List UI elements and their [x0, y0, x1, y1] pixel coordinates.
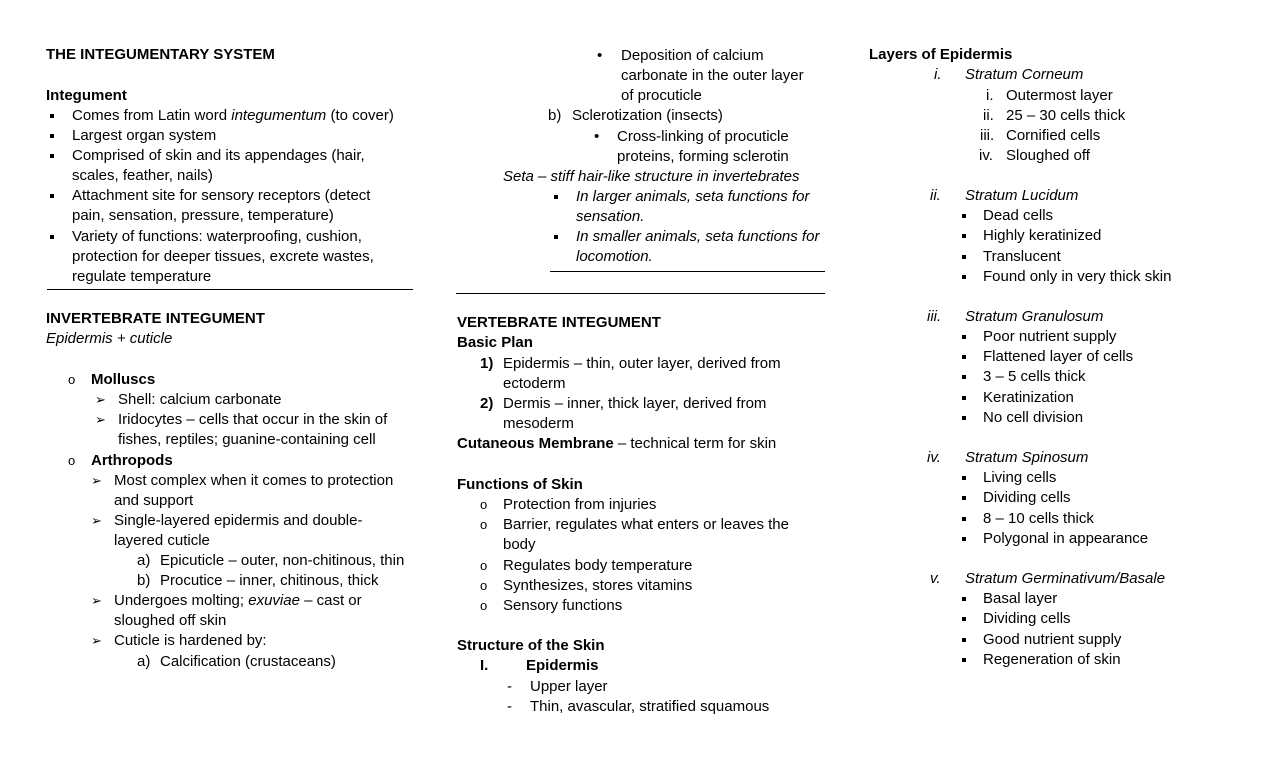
germinativum-item-4: Regeneration of skin: [983, 651, 1121, 668]
arrow-bullet-icon: ➢: [95, 392, 106, 407]
square-bullet-icon: [962, 537, 966, 541]
square-bullet-icon: [962, 617, 966, 621]
cutaneous-membrane-line: Cutaneous Membrane – technical term for skin: [457, 435, 777, 452]
function-item-1: Protection from injuries: [503, 496, 657, 513]
circle-bullet-icon: o: [480, 558, 488, 573]
square-bullet-icon: [962, 355, 966, 359]
corneum-item-3: Cornified cells: [1006, 127, 1101, 144]
layer-marker: ii.: [930, 187, 941, 204]
seta-item-1-cont: sensation.: [576, 208, 645, 225]
spinosum-item-3: 8 – 10 cells thick: [983, 510, 1094, 527]
structure-heading: Structure of the Skin: [457, 637, 605, 654]
granulosum-item-5: No cell division: [983, 409, 1084, 426]
square-bullet-icon: [962, 658, 966, 662]
sub-marker: b): [548, 107, 562, 124]
sclerotization-detail-2: proteins, forming sclerotin: [617, 148, 789, 165]
sclerotization-label: Sclerotization (insects): [572, 107, 723, 124]
sub-marker: a): [137, 552, 151, 569]
sclerotization-detail-1: Cross-linking of procuticle: [617, 128, 789, 145]
epidermis-item-1: Upper layer: [530, 678, 608, 695]
arrow-bullet-icon: ➢: [91, 633, 102, 648]
arthropods-item-2-cont: layered cuticle: [114, 532, 210, 549]
square-bullet-icon: [50, 134, 54, 138]
section-divider: [550, 271, 825, 272]
document-title: THE INTEGUMENTARY SYSTEM: [46, 46, 275, 63]
arrow-bullet-icon: ➢: [91, 473, 102, 488]
calcification-detail-3: of procuticle: [621, 87, 702, 104]
corneum-item-4: Sloughed off: [1006, 147, 1090, 164]
invertebrate-subtitle: Epidermis + cuticle: [46, 330, 173, 347]
arthropods-item-3: Undergoes molting; exuviae – cast or: [114, 592, 362, 609]
square-bullet-icon: [962, 396, 966, 400]
functions-heading: Functions of Skin: [457, 476, 583, 493]
structure-marker: I.: [480, 657, 489, 674]
calcification-item: Calcification (crustaceans): [160, 653, 336, 670]
circle-bullet-icon: o: [480, 598, 488, 613]
plan-marker: 1): [480, 355, 494, 372]
roman-marker: i.: [986, 87, 994, 104]
integument-item-5: Variety of functions: waterproofing, cushion,: [72, 228, 362, 245]
plan-item-1: Epidermis – thin, outer layer, derived from: [503, 355, 781, 372]
integument-item-4: Attachment site for sensory receptors (detect: [72, 187, 371, 204]
circle-bullet-icon: o: [480, 578, 488, 593]
integument-item-2: Largest organ system: [72, 127, 217, 144]
arthropods-item-3-cont: sloughed off skin: [114, 612, 227, 629]
seta-item-1: In larger animals, seta functions for: [576, 188, 810, 205]
plan-item-2-cont: mesoderm: [503, 415, 574, 432]
square-bullet-icon: [962, 255, 966, 259]
lucidum-item-3: Translucent: [983, 248, 1061, 265]
square-bullet-icon: [554, 235, 558, 239]
spinosum-item-4: Polygonal in appearance: [983, 530, 1149, 547]
square-bullet-icon: [50, 235, 54, 239]
calcification-detail-2: carbonate in the outer layer: [621, 67, 804, 84]
function-item-2-cont: body: [503, 536, 536, 553]
square-bullet-icon: [50, 154, 54, 158]
molluscs-label: Molluscs: [91, 371, 156, 388]
integument-item-4-cont: pain, sensation, pressure, temperature): [72, 207, 334, 224]
molluscs-item-1: Shell: calcium carbonate: [118, 391, 282, 408]
arthropods-item-1: Most complex when it comes to protection: [114, 472, 394, 489]
layer-name-corneum: Stratum Corneum: [965, 66, 1084, 83]
basic-plan-heading: Basic Plan: [457, 334, 533, 351]
integument-heading: Integument: [46, 87, 127, 104]
square-bullet-icon: [962, 517, 966, 521]
invertebrate-heading: INVERTEBRATE INTEGUMENT: [46, 310, 265, 327]
epidermis-item-2: Thin, avascular, stratified squamous: [530, 698, 770, 715]
lucidum-item-2: Highly keratinized: [983, 227, 1102, 244]
dash-bullet-icon: -: [507, 698, 512, 715]
sub-marker: a): [137, 653, 151, 670]
square-bullet-icon: [554, 195, 558, 199]
plan-marker: 2): [480, 395, 494, 412]
dot-bullet-icon: •: [597, 47, 603, 64]
layer-marker: v.: [930, 570, 941, 587]
square-bullet-icon: [962, 275, 966, 279]
spinosum-item-1: Living cells: [983, 469, 1057, 486]
square-bullet-icon: [962, 638, 966, 642]
molluscs-item-2: Iridocytes – cells that occur in the skin of: [118, 411, 388, 428]
granulosum-item-1: Poor nutrient supply: [983, 328, 1117, 345]
roman-marker: ii.: [983, 107, 994, 124]
function-item-4: Synthesizes, stores vitamins: [503, 577, 693, 594]
granulosum-item-4: Keratinization: [983, 389, 1074, 406]
arthropods-item-4: Cuticle is hardened by:: [114, 632, 267, 649]
function-item-2: Barrier, regulates what enters or leaves the: [503, 516, 789, 533]
function-item-3: Regulates body temperature: [503, 557, 693, 574]
section-divider: [456, 293, 825, 294]
germinativum-item-2: Dividing cells: [983, 610, 1071, 627]
dot-bullet-icon: •: [594, 128, 600, 145]
square-bullet-icon: [962, 496, 966, 500]
circle-bullet-icon: o: [68, 372, 76, 387]
calcification-detail-1: Deposition of calcium: [621, 47, 764, 64]
layers-heading: Layers of Epidermis: [869, 46, 1013, 63]
roman-marker: iii.: [980, 127, 995, 144]
granulosum-item-3: 3 – 5 cells thick: [983, 368, 1086, 385]
arrow-bullet-icon: ➢: [91, 593, 102, 608]
square-bullet-icon: [962, 214, 966, 218]
square-bullet-icon: [962, 234, 966, 238]
seta-item-2: In smaller animals, seta functions for: [576, 228, 820, 245]
circle-bullet-icon: o: [480, 497, 488, 512]
function-item-5: Sensory functions: [503, 597, 623, 614]
circle-bullet-icon: o: [480, 517, 488, 532]
square-bullet-icon: [962, 476, 966, 480]
layer-name-germinativum: Stratum Germinativum/Basale: [965, 570, 1166, 587]
plan-item-2: Dermis – inner, thick layer, derived from: [503, 395, 767, 412]
layer-marker: iii.: [927, 308, 942, 325]
procuticle-item: Procutice – inner, chitinous, thick: [160, 572, 379, 589]
structure-epidermis-label: Epidermis: [526, 657, 599, 674]
layer-name-spinosum: Stratum Spinosum: [965, 449, 1089, 466]
corneum-item-2: 25 – 30 cells thick: [1006, 107, 1126, 124]
layer-marker: i.: [934, 66, 942, 83]
arthropods-label: Arthropods: [91, 452, 173, 469]
dash-bullet-icon: -: [507, 678, 512, 695]
germinativum-item-3: Good nutrient supply: [983, 631, 1122, 648]
square-bullet-icon: [962, 597, 966, 601]
square-bullet-icon: [962, 375, 966, 379]
integument-item-1: Comes from Latin word integumentum (to cover): [72, 107, 394, 124]
plan-item-1-cont: ectoderm: [503, 375, 566, 392]
vertebrate-heading: VERTEBRATE INTEGUMENT: [457, 314, 661, 331]
arrow-bullet-icon: ➢: [95, 412, 106, 427]
epicuticle-item: Epicuticle – outer, non-chitinous, thin: [160, 552, 405, 569]
integument-item-5-cont2: regulate temperature: [72, 268, 212, 285]
layer-marker: iv.: [927, 449, 941, 466]
layer-name-lucidum: Stratum Lucidum: [965, 187, 1079, 204]
square-bullet-icon: [962, 335, 966, 339]
integument-item-3: Comprised of skin and its appendages (hair,: [72, 147, 365, 164]
germinativum-item-1: Basal layer: [983, 590, 1058, 607]
square-bullet-icon: [50, 114, 54, 118]
arthropods-item-2: Single-layered epidermis and double-: [114, 512, 363, 529]
spinosum-item-2: Dividing cells: [983, 489, 1071, 506]
arrow-bullet-icon: ➢: [91, 513, 102, 528]
molluscs-item-2-cont: fishes, reptiles; guanine-containing cell: [118, 431, 376, 448]
seta-item-2-cont: locomotion.: [576, 248, 653, 265]
lucidum-item-1: Dead cells: [983, 207, 1054, 224]
granulosum-item-2: Flattened layer of cells: [983, 348, 1134, 365]
integument-item-5-cont: protection for deeper tissues, excrete wastes,: [72, 248, 374, 265]
lucidum-item-4: Found only in very thick skin: [983, 268, 1172, 285]
layer-name-granulosum: Stratum Granulosum: [965, 308, 1104, 325]
square-bullet-icon: [50, 194, 54, 198]
sub-marker: b): [137, 572, 151, 589]
roman-marker: iv.: [979, 147, 993, 164]
integument-item-3-cont: scales, feather, nails): [72, 167, 213, 184]
seta-definition: Seta – stiff hair-like structure in invertebrates: [503, 168, 800, 185]
circle-bullet-icon: o: [68, 453, 76, 468]
corneum-item-1: Outermost layer: [1006, 87, 1113, 104]
section-divider: [47, 289, 413, 290]
arthropods-item-1-cont: and support: [114, 492, 194, 509]
square-bullet-icon: [962, 416, 966, 420]
